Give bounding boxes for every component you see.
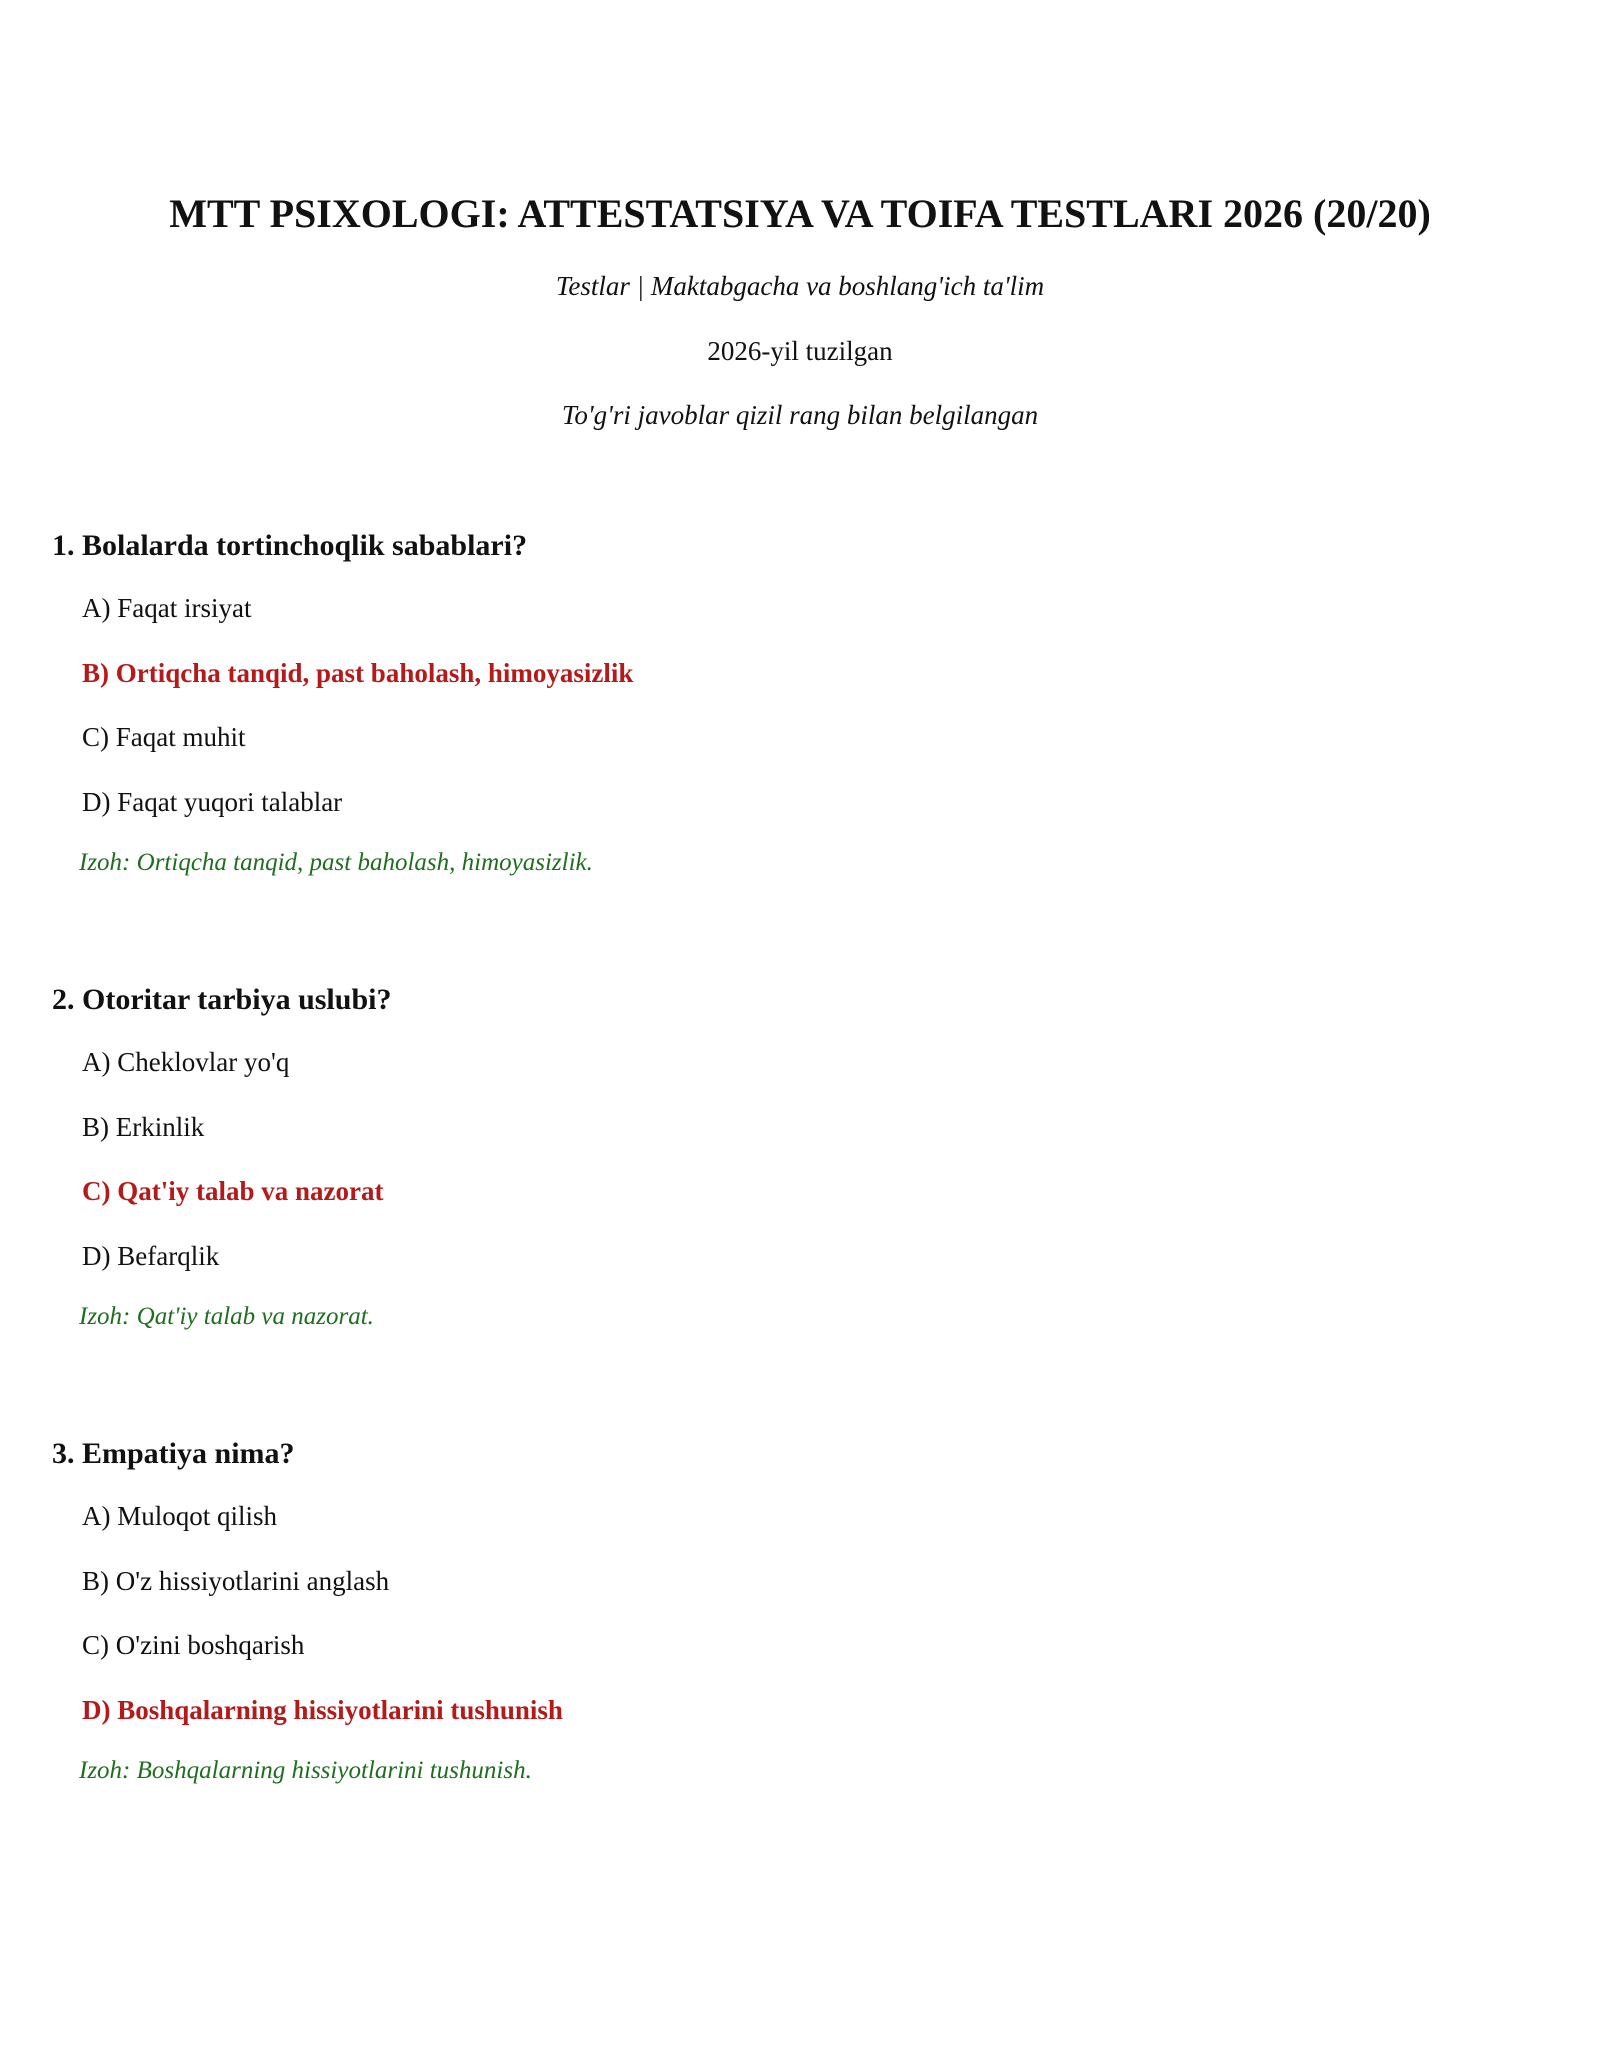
explanation	[79, 846, 1552, 880]
option-c: C) O'zini boshqarish	[82, 1630, 305, 1660]
option-a: A) Faqat irsiyat	[82, 593, 252, 623]
document-subtitle: Testlar | Maktabgacha va boshlang'ich ta'lim	[555, 271, 1045, 301]
question-2	[52, 980, 1552, 1334]
question-3	[52, 1434, 1552, 1788]
explanation-label: Izoh:	[79, 1303, 131, 1330]
document-year-note: 2026-yil tuzilgan	[707, 336, 893, 366]
option-d: D) Befarqlik	[82, 1240, 220, 1271]
option-list	[52, 1498, 1552, 1728]
option-list	[52, 590, 1552, 820]
option-d: D) Faqat yuqori talablar	[82, 786, 343, 817]
question-title: 2. Otoritar tarbiya uslubi?	[52, 983, 392, 1016]
document-answer-note: To'g'ri javoblar qizil rang bilan belgilangan	[561, 400, 1039, 430]
option-b-correct: B) Ortiqcha tanqid, past baholash, himoyasizlik	[82, 657, 634, 688]
explanation-label: Izoh:	[79, 849, 131, 876]
option-list	[52, 1044, 1552, 1274]
explanation-text: Ortiqcha tanqid, past baholash, himoyasizlik.	[136, 849, 593, 876]
question-title: 1. Bolalarda tortinchoqlik sabablari?	[52, 529, 528, 562]
option-b: B) O'z hissiyotlarini anglash	[82, 1565, 390, 1596]
option-c-correct: C) Qat'iy talab va nazorat	[82, 1176, 384, 1206]
option-a: A) Cheklovlar yo'q	[82, 1047, 290, 1077]
option-a: A) Muloqot qilish	[82, 1501, 278, 1531]
option-b: B) Erkinlik	[82, 1111, 205, 1142]
option-d-correct: D) Boshqalarning hissiyotlarini tushunish	[82, 1694, 563, 1725]
question-1	[52, 526, 1552, 880]
explanation	[79, 1754, 1552, 1788]
explanation	[79, 1300, 1552, 1334]
question-title: 3. Empatiya nima?	[52, 1437, 295, 1470]
explanation-text: Boshqalarning hissiyotlarini tushunish.	[136, 1757, 532, 1784]
explanation-label: Izoh:	[79, 1757, 131, 1784]
explanation-text: Qat'iy talab va nazorat.	[136, 1303, 374, 1330]
document-title: MTT PSIXOLOGI: ATTESTATSIYA VA TOIFA TESTLARI 2026 (20/20)	[169, 191, 1431, 236]
option-c: C) Faqat muhit	[82, 722, 246, 752]
